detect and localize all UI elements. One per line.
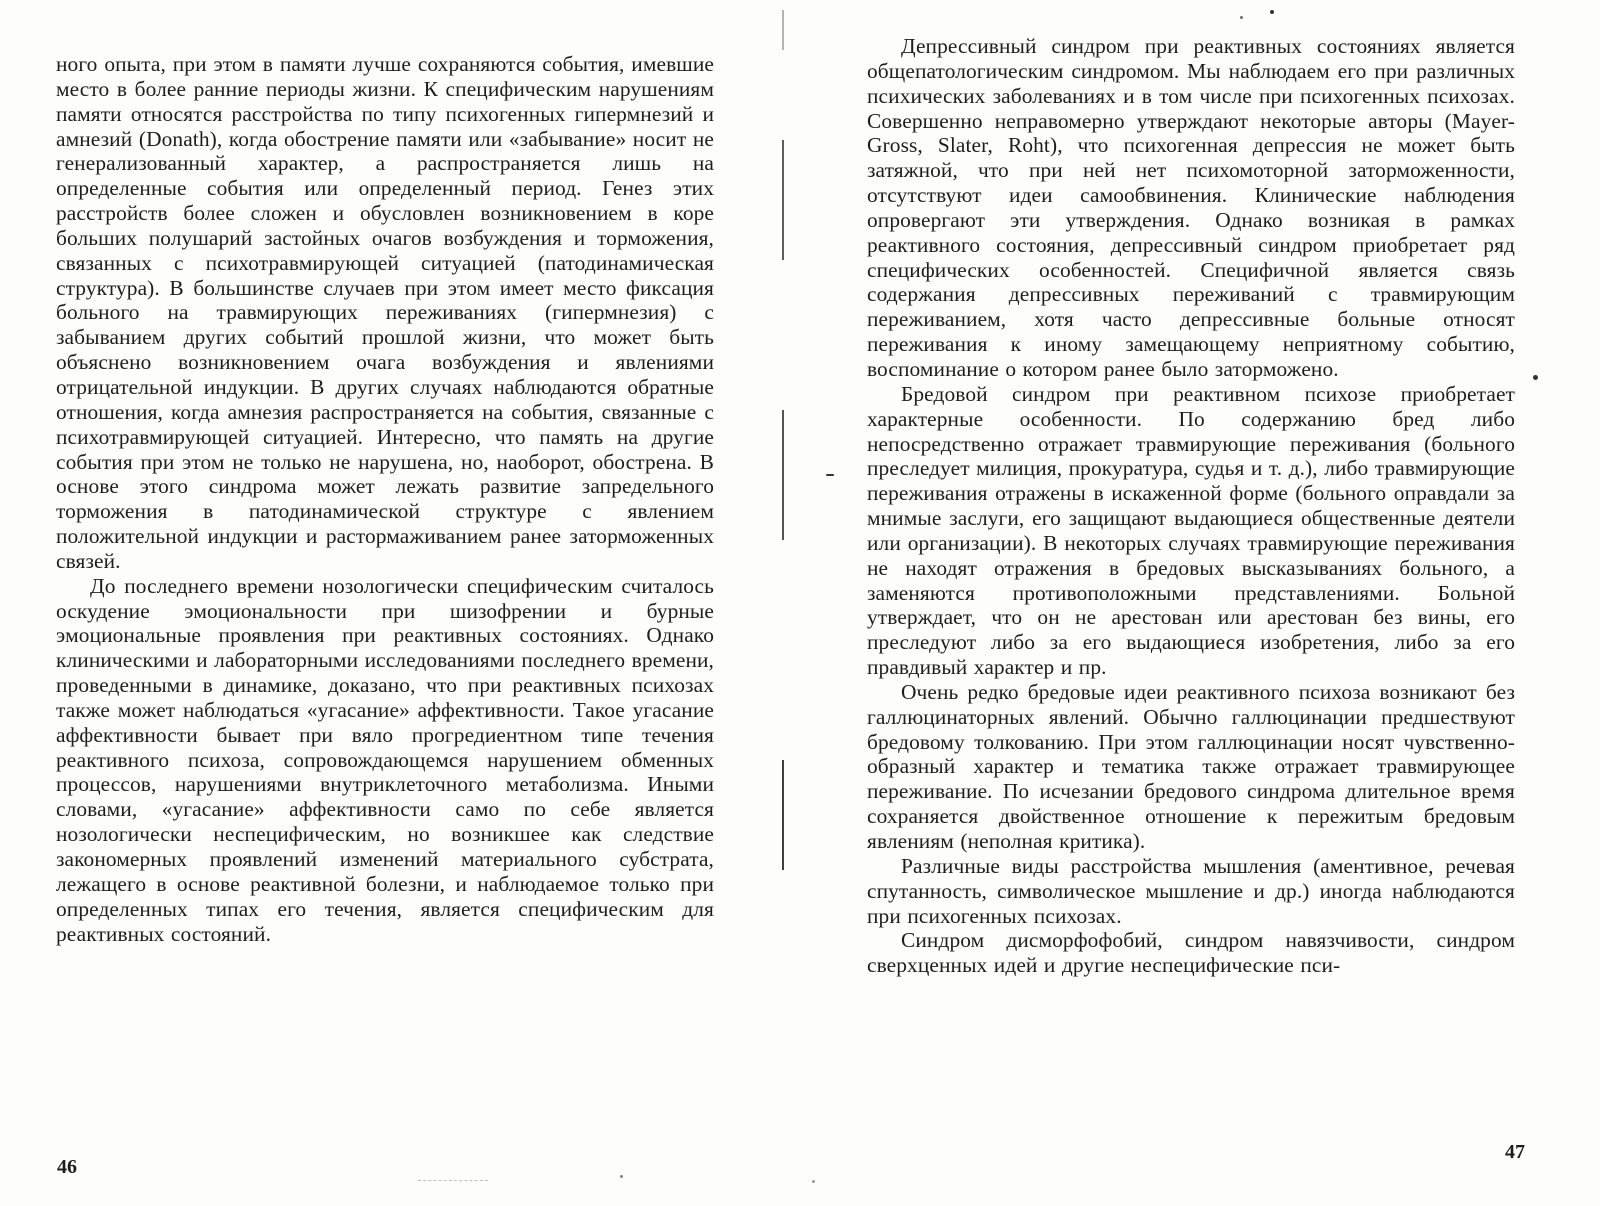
paragraph: Очень редко бредовые идеи реактивного психоза возникают без галлюцинаторных явлений. Обычно галлюцинации предшествуют бредовому толкованию. При этом галлюцинации носят чувственно-образный характер и тематика также отражает травмирующее переживание. По исчезании бредового синдрома длительное время сохраняется двойственное отношение к пережитым бредовым явлениям (неполная критика).: [867, 679, 1515, 853]
scan-speck: [1533, 375, 1538, 380]
paragraph: Депрессивный синдром при реактивных состояниях является общепатологическим синдромом. Мы наблюдаем его при различных психических заболеваниях и в том числе при психогенных психозах. Совершенно неправомерно утверждают некоторые авторы (Mayer-Gross, Slater, Roht), что психогенная депрессия не может быть затяжной, что при ней нет психомоторной заторможенности, отсутствуют идеи самообвинения. Клинические наблюдения опровергают эти утверждения. Однако возникая в рамках реактивного состояния, депрессивный синдром приобретает ряд специфических особенностей. Специфичной является связь содержания депрессивных переживаний с травмирующим переживанием, хотя часто депрессивные больные относят переживания к иному замещающему неприятному событию, воспоминание о котором ранее было заторможено.: [867, 34, 1515, 381]
gutter-shadow: [782, 140, 784, 260]
left-page: [0, 0, 785, 1206]
paragraph: Бредовой синдром при реактивном психозе приобретает характерные особенности. По содержанию бред либо непосредственно отражает травмирующие переживания (больного преследует милиция, прокуратура, судья и т. д.), либо травмирующие переживания отражены в искаженной форме (больного оправдали за мнимые заслуги, его защищают выдающиеся общественные деятели или организации). В некоторых случаях травмирующие переживания не находят отражения в бредовых высказываниях больного, а заменяются противоположными представлениями. Больной утверждает, что он не арестован или арестован без вины, его преследуют либо за его выдающиеся изобретения, либо за его правдивый характер и пр.: [867, 381, 1515, 680]
paragraph: Различные виды расстройства мышления (аментивное, речевая спутанность, символическое мышление и др.) иногда наблюдаются при психогенных психозах.: [867, 853, 1515, 928]
scan-artifact: [418, 1180, 488, 1182]
scan-speck: [620, 1175, 623, 1178]
paragraph: До последнего времени нозологически специфическим считалось оскудение эмоциональности при шизофрении и бурные эмоциональные проявления при реактивных состояниях. Однако клиническими и лабораторными исследованиями последнего времени, проведенными в динамике, доказано, что при реактивных психозах также может наблюдаться «угасание» аффективности. Такое угасание аффективности бывает при вяло прогредиентном типе течения реактивного психоза, сопровождающемся нарушением обменных процессов, нарушениями внутриклеточного метаболизма. Иными словами, «угасание» аффективности само по себе является нозологически неспецифическим, но возникшее как следствие закономерных проявлений изменений материального субстрата, лежащего в основе реактивной болезни, и наблюдаемое только при определенных типах его течения, является специфическим для реактивных состояний.: [56, 573, 714, 946]
gutter-shadow: [782, 10, 784, 50]
page-number: 46: [57, 1156, 77, 1178]
right-page: [785, 0, 1600, 1206]
page-number: 47: [1505, 1141, 1525, 1163]
scan-speck: [812, 1180, 815, 1183]
scan-speck: [1240, 16, 1243, 19]
right-page-text: [867, 34, 1515, 978]
paragraph: Синдром дисморфофобий, синдром навязчивости, синдром сверхценных идей и другие неспецифические пси-: [867, 928, 1515, 978]
gutter-shadow: [782, 410, 784, 540]
left-page-text: [56, 52, 714, 946]
gutter-shadow: [782, 760, 784, 870]
scan-speck: [826, 474, 834, 476]
scan-speck: [1270, 10, 1274, 14]
paragraph: ного опыта, при этом в памяти лучше сохраняются события, имевшие место в более ранние периоды жизни. К специфическим нарушениям памяти относятся расстройства по типу психогенных гипермнезий и амнезий (Donath), когда обострение памяти или «забывание» носит не генерализованный характер, а распространяется лишь на определенные события или определенный период. Генез этих расстройств более сложен и обусловлен возникновением в коре больших полушарий застойных очагов возбуждения и торможения, связанных с психотравмирующей ситуацией (патодинамическая структура). В большинстве случаев при этом имеет место фиксация больного на травмирующих переживаниях (гипермнезия) с забыванием других событий прошлой жизни, что может быть объяснено возникновением очага возбуждения и явлениями отрицательной индукции. В других случаях наблюдаются обратные отношения, когда амнезия распространяется на события, связанные с психотравмирующей ситуацией. Интересно, что память на другие события при этом не только не нарушена, но, наоборот, обострена. В основе этого синдрома может лежать развитие запредельного торможения в патодинамической структуре с явлением положительной индукции и растормаживанием ранее заторможенных связей.: [56, 52, 714, 573]
